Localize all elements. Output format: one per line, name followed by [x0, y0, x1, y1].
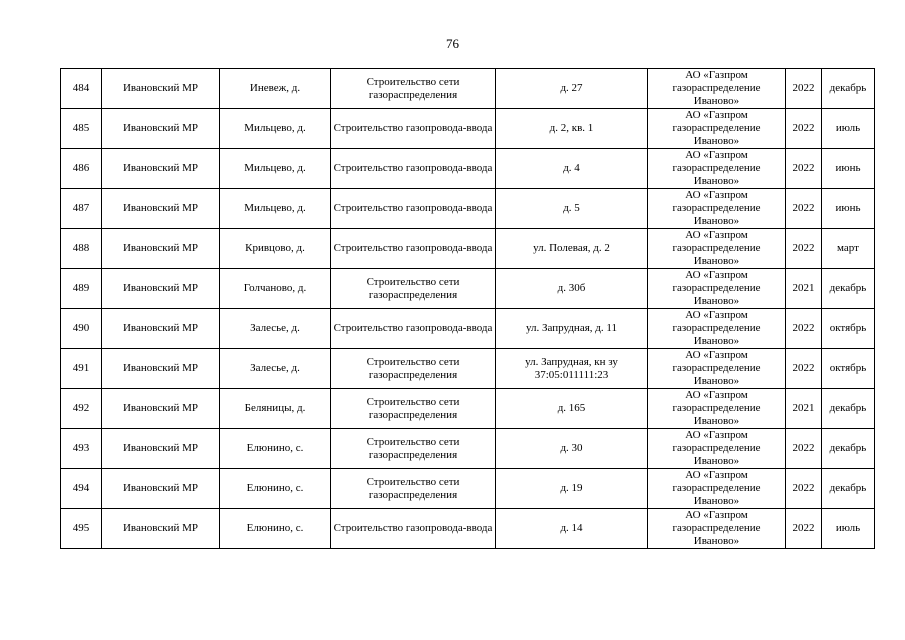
table-body: [61, 69, 875, 549]
settlement-cell: Залесье, д.: [220, 309, 331, 349]
work-type-cell: Строительство газопровода-ввода: [331, 109, 496, 149]
settlement-cell: Иневеж, д.: [220, 69, 331, 109]
address-cell: д. 30б: [496, 269, 648, 309]
district-cell: Ивановский МР: [102, 469, 220, 509]
work-type-cell: Строительство газопровода-ввода: [331, 509, 496, 549]
work-type-cell: Строительство газопровода-ввода: [331, 149, 496, 189]
year-cell: 2022: [786, 349, 822, 389]
page-number: 76: [446, 36, 459, 51]
work-type-cell: Строительство сети газораспределения: [331, 429, 496, 469]
table-row: [61, 509, 875, 549]
work-type-cell: Строительство газопровода-ввода: [331, 189, 496, 229]
year-cell: 2022: [786, 309, 822, 349]
table-row: [61, 109, 875, 149]
row-number-cell: 489: [61, 269, 102, 309]
table-row: [61, 309, 875, 349]
row-number-cell: 490: [61, 309, 102, 349]
district-cell: Ивановский МР: [102, 109, 220, 149]
district-cell: Ивановский МР: [102, 349, 220, 389]
month-cell: март: [822, 229, 875, 269]
district-cell: Ивановский МР: [102, 389, 220, 429]
settlement-cell: Елюнино, с.: [220, 429, 331, 469]
settlement-cell: Мильцево, д.: [220, 189, 331, 229]
year-cell: 2022: [786, 109, 822, 149]
organization-cell: АО «Газпром газораспределение Иваново»: [648, 349, 786, 389]
district-cell: Ивановский МР: [102, 309, 220, 349]
organization-cell: АО «Газпром газораспределение Иваново»: [648, 229, 786, 269]
settlement-cell: Елюнино, с.: [220, 469, 331, 509]
row-number-cell: 485: [61, 109, 102, 149]
year-cell: 2022: [786, 149, 822, 189]
address-cell: д. 27: [496, 69, 648, 109]
district-cell: Ивановский МР: [102, 229, 220, 269]
row-number-cell: 492: [61, 389, 102, 429]
address-cell: ул. Запрудная, д. 11: [496, 309, 648, 349]
address-cell: ул. Запрудная, кн зу 37:05:011111:23: [496, 349, 648, 389]
table-row: [61, 389, 875, 429]
district-cell: Ивановский МР: [102, 509, 220, 549]
row-number-cell: 486: [61, 149, 102, 189]
row-number-cell: 491: [61, 349, 102, 389]
year-cell: 2021: [786, 389, 822, 429]
address-cell: д. 165: [496, 389, 648, 429]
year-cell: 2022: [786, 189, 822, 229]
organization-cell: АО «Газпром газораспределение Иваново»: [648, 429, 786, 469]
row-number-cell: 493: [61, 429, 102, 469]
year-cell: 2022: [786, 429, 822, 469]
table-row: [61, 269, 875, 309]
month-cell: июль: [822, 509, 875, 549]
year-cell: 2022: [786, 469, 822, 509]
settlement-cell: Мильцево, д.: [220, 109, 331, 149]
month-cell: июль: [822, 109, 875, 149]
month-cell: декабрь: [822, 469, 875, 509]
address-cell: д. 4: [496, 149, 648, 189]
district-cell: Ивановский МР: [102, 69, 220, 109]
work-type-cell: Строительство сети газораспределения: [331, 389, 496, 429]
address-cell: д. 19: [496, 469, 648, 509]
work-type-cell: Строительство сети газораспределения: [331, 469, 496, 509]
organization-cell: АО «Газпром газораспределение Иваново»: [648, 149, 786, 189]
district-cell: Ивановский МР: [102, 269, 220, 309]
month-cell: декабрь: [822, 429, 875, 469]
organization-cell: АО «Газпром газораспределение Иваново»: [648, 509, 786, 549]
work-type-cell: Строительство сети газораспределения: [331, 269, 496, 309]
row-number-cell: 484: [61, 69, 102, 109]
organization-cell: АО «Газпром газораспределение Иваново»: [648, 469, 786, 509]
organization-cell: АО «Газпром газораспределение Иваново»: [648, 109, 786, 149]
work-type-cell: Строительство сети газораспределения: [331, 69, 496, 109]
month-cell: декабрь: [822, 69, 875, 109]
month-cell: декабрь: [822, 269, 875, 309]
year-cell: 2022: [786, 69, 822, 109]
year-cell: 2022: [786, 229, 822, 269]
address-cell: д. 2, кв. 1: [496, 109, 648, 149]
year-cell: 2022: [786, 509, 822, 549]
address-cell: д. 30: [496, 429, 648, 469]
table-row: [61, 349, 875, 389]
table-row: [61, 189, 875, 229]
table-row: [61, 429, 875, 469]
table-row: [61, 149, 875, 189]
settlement-cell: Голчаново, д.: [220, 269, 331, 309]
row-number-cell: 494: [61, 469, 102, 509]
month-cell: октябрь: [822, 309, 875, 349]
organization-cell: АО «Газпром газораспределение Иваново»: [648, 269, 786, 309]
row-number-cell: 495: [61, 509, 102, 549]
table-row: [61, 229, 875, 269]
district-cell: Ивановский МР: [102, 189, 220, 229]
district-cell: Ивановский МР: [102, 429, 220, 469]
table-row: [61, 469, 875, 509]
address-cell: д. 5: [496, 189, 648, 229]
settlement-cell: Мильцево, д.: [220, 149, 331, 189]
organization-cell: АО «Газпром газораспределение Иваново»: [648, 69, 786, 109]
settlement-cell: Залесье, д.: [220, 349, 331, 389]
work-type-cell: Строительство сети газораспределения: [331, 349, 496, 389]
row-number-cell: 487: [61, 189, 102, 229]
organization-cell: АО «Газпром газораспределение Иваново»: [648, 189, 786, 229]
work-type-cell: Строительство газопровода-ввода: [331, 309, 496, 349]
address-cell: д. 14: [496, 509, 648, 549]
settlement-cell: Елюнино, с.: [220, 509, 331, 549]
month-cell: июнь: [822, 189, 875, 229]
gasification-table: [60, 68, 875, 549]
month-cell: декабрь: [822, 389, 875, 429]
settlement-cell: Беляницы, д.: [220, 389, 331, 429]
month-cell: июнь: [822, 149, 875, 189]
month-cell: октябрь: [822, 349, 875, 389]
organization-cell: АО «Газпром газораспределение Иваново»: [648, 389, 786, 429]
address-cell: ул. Полевая, д. 2: [496, 229, 648, 269]
district-cell: Ивановский МР: [102, 149, 220, 189]
organization-cell: АО «Газпром газораспределение Иваново»: [648, 309, 786, 349]
table-row: [61, 69, 875, 109]
year-cell: 2021: [786, 269, 822, 309]
row-number-cell: 488: [61, 229, 102, 269]
work-type-cell: Строительство газопровода-ввода: [331, 229, 496, 269]
settlement-cell: Кривцово, д.: [220, 229, 331, 269]
